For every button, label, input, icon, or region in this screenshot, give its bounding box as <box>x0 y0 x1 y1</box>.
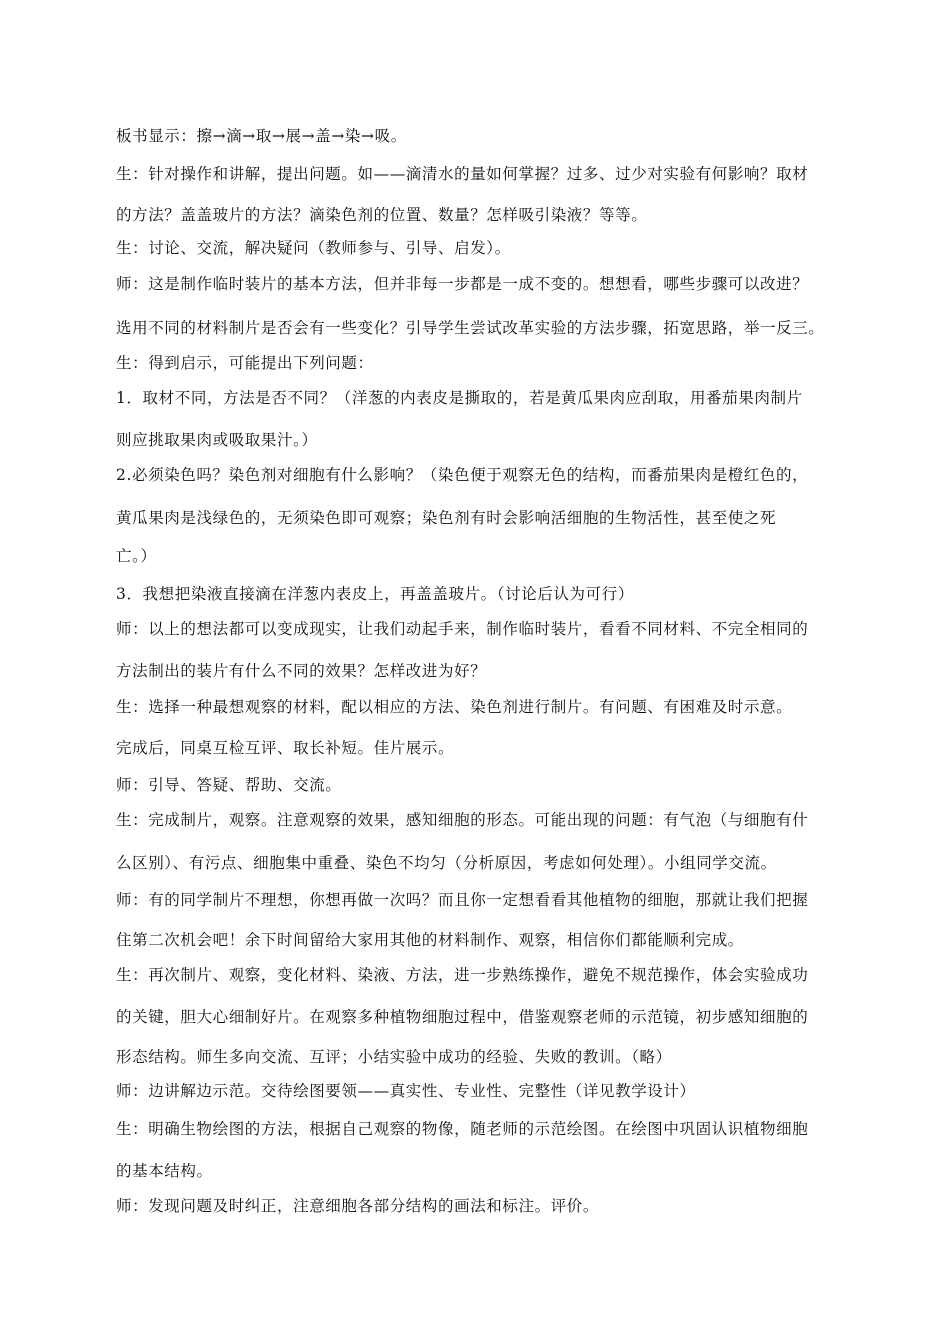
text-line: 1．取材不同，方法是否不同？（洋葱的内表皮是撕取的，若是黄瓜果肉应刮取，用番茄果肉制片 <box>116 389 803 407</box>
text-line: 生：选择一种最想观察的材料，配以相应的方法、染色剂进行制片。有问题、有困难及时示意。 <box>116 698 793 716</box>
text-line: 师：有的同学制片不理想，你想再做一次吗？而且你一定想看看其他植物的细胞，那就让我们把握 <box>116 891 809 909</box>
text-line: 师：引导、答疑、帮助、交流。 <box>116 776 342 794</box>
text-line: 生：讨论、交流，解决疑问（教师参与、引导、启发）。 <box>116 239 511 257</box>
text-line: 生：明确生物绘图的方法，根据自己观察的物像，随老师的示范绘图。在绘图中巩固认识植物细胞 <box>116 1120 809 1138</box>
text-line: 住第二次机会吧！余下时间留给大家用其他的材料制作、观察，相信你们都能顺利完成。 <box>116 931 744 949</box>
text-line: 3．我想把染液直接滴在洋葱内表皮上，再盖盖玻片。（讨论后认为可行） <box>116 585 634 603</box>
text-line: 师：发现问题及时纠正，注意细胞各部分结构的画法和标注。评价。 <box>116 1197 600 1215</box>
text-line: 的方法？盖盖玻片的方法？滴染色剂的位置、数量？怎样吸引染液？等等。 <box>116 206 648 224</box>
text-line: 师：边讲解边示范。交待绘图要领——真实性、专业性、完整性（详见教学设计） <box>116 1082 696 1100</box>
text-line: 板书显示：擦→滴→取→展→盖→染→吸。 <box>116 127 407 145</box>
text-line: 亡。） <box>116 547 157 565</box>
text-line: 方法制出的装片有什么不同的效果？怎样改进为好？ <box>116 662 487 680</box>
text-line: 黄瓜果肉是浅绿色的，无须染色即可观察；染色剂有时会影响活细胞的生物活性，甚至使之死 <box>116 509 777 527</box>
text-line: 生：完成制片，观察。注意观察的效果，感知细胞的形态。可能出现的问题：有气泡（与细胞有什 <box>116 811 809 829</box>
text-line: 生：再次制片、观察，变化材料、染液、方法，进一步熟练操作，避免不规范操作，体会实验成功 <box>116 966 809 984</box>
text-line: 生：针对操作和讲解，提出问题。如——滴清水的量如何掌握？过多、过少对实验有何影响？取材 <box>116 165 809 183</box>
text-line: 的关键，胆大心细制好片。在观察多种植物细胞过程中，借鉴观察老师的示范镜，初步感知细胞的 <box>116 1008 809 1026</box>
text-line: 2.必须染色吗？染色剂对细胞有什么影响？（染色便于观察无色的结构，而番茄果肉是橙红色的， <box>116 466 809 484</box>
text-line: 选用不同的材料制片是否会有一些变化？引导学生尝试改革实验的方法步骤，拓宽思路，举一反三。 <box>116 319 825 337</box>
text-line: 师：以上的想法都可以变成现实，让我们动起手来，制作临时装片，看看不同材料、不完全相同的 <box>116 620 809 638</box>
text-line: 师：这是制作临时装片的基本方法，但并非每一步都是一成不变的。想想看，哪些步骤可以改进？ <box>116 275 809 293</box>
text-line: 形态结构。师生多向交流、互评；小结实验中成功的经验、失败的教训。（略） <box>116 1048 672 1066</box>
text-line: 么区别）、有污点、细胞集中重叠、染色不均匀（分析原因，考虑如何处理）。小组同学交流。 <box>116 854 777 872</box>
text-line: 则应挑取果肉或吸取果汁。） <box>116 431 318 449</box>
text-line: 的基本结构。 <box>116 1162 213 1180</box>
text-line: 生：得到启示，可能提出下列问题： <box>116 354 374 372</box>
text-line: 完成后，同桌互检互评、取长补短。佳片展示。 <box>116 739 455 757</box>
